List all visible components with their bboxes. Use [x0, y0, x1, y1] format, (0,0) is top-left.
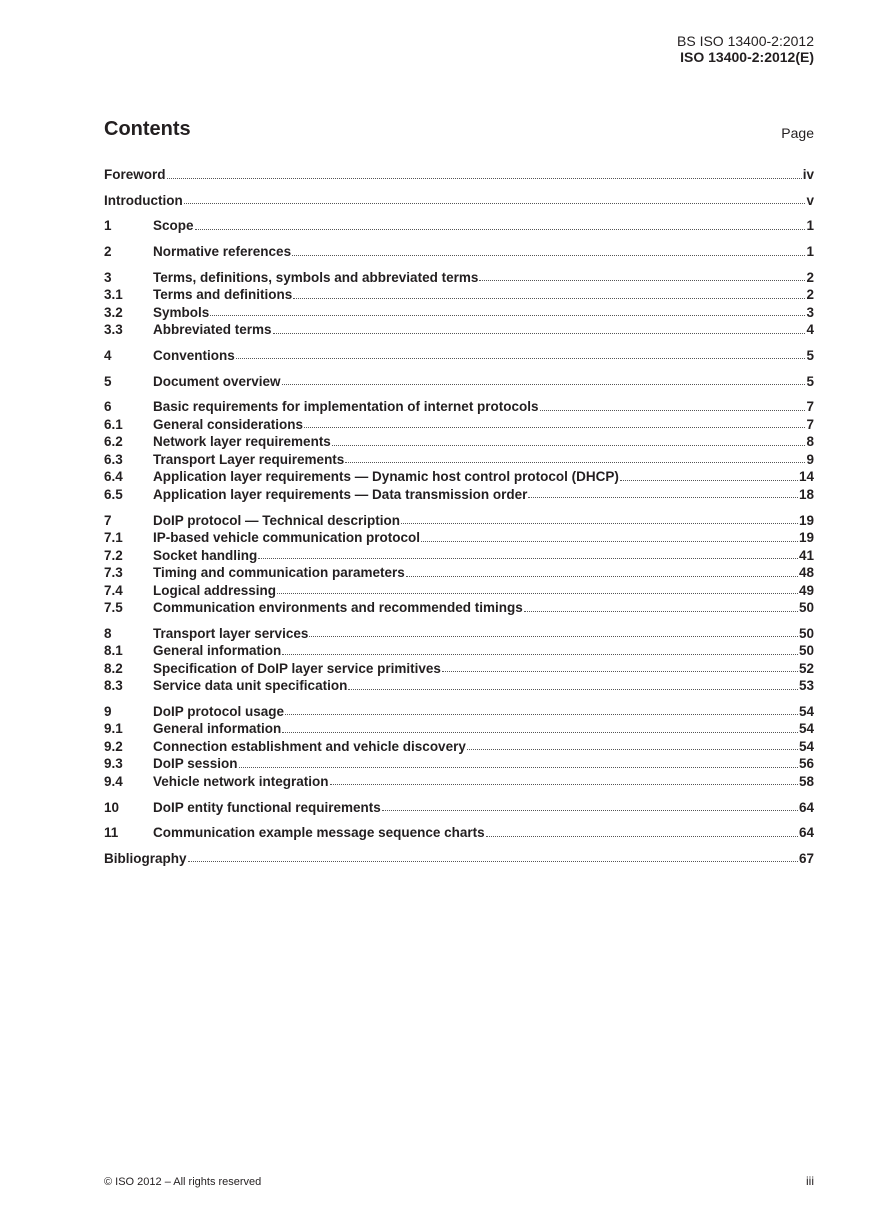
toc-entry[interactable] — [104, 269, 814, 287]
dot-leader — [282, 731, 798, 733]
toc-entry[interactable] — [104, 192, 814, 210]
toc-group — [104, 166, 814, 184]
toc-entry-page: 52 — [798, 660, 814, 676]
dot-leader — [273, 332, 806, 334]
dot-leader — [188, 860, 798, 862]
copyright-notice: © ISO 2012 – All rights reserved — [104, 1176, 262, 1188]
toc-entry-number: 7.3 — [104, 565, 123, 580]
dot-leader — [348, 688, 798, 690]
dot-leader — [309, 635, 798, 637]
toc-entry[interactable] — [104, 286, 814, 304]
toc-entry-number: 7.5 — [104, 600, 123, 615]
toc-entry[interactable] — [104, 703, 814, 721]
toc-entry-title: Connection establishment and vehicle discovery — [153, 738, 466, 754]
toc-entry[interactable] — [104, 166, 814, 184]
toc-entry-title: DoIP protocol — Technical description — [153, 512, 401, 528]
toc-entry[interactable] — [104, 642, 814, 660]
dot-leader — [239, 766, 798, 768]
toc-group — [104, 217, 814, 235]
toc-entry-title: IP-based vehicle communication protocol — [153, 530, 421, 545]
toc-entry-number: 2 — [104, 244, 112, 260]
toc-entry-page: 67 — [798, 850, 814, 866]
toc-entry-number: 3.2 — [104, 304, 123, 320]
toc-entry-title: Conventions — [153, 347, 235, 363]
toc-group — [104, 192, 814, 210]
dot-leader — [304, 426, 805, 428]
toc-entry-number: 11 — [104, 825, 119, 841]
dot-leader — [184, 202, 806, 204]
toc-entry-page: 50 — [798, 600, 814, 615]
dot-leader — [277, 592, 798, 594]
toc-entry-number: 3.3 — [104, 322, 123, 338]
toc-entry-page: iv — [802, 167, 814, 182]
toc-entry-page: 56 — [798, 756, 814, 772]
toc-entry-title: DoIP protocol usage — [153, 703, 285, 719]
toc-entry-number: 6.5 — [104, 486, 123, 502]
toc-entry[interactable] — [104, 304, 814, 322]
toc-group — [104, 243, 814, 261]
toc-entry-page: 54 — [798, 721, 814, 737]
toc-entry[interactable] — [104, 582, 814, 600]
dot-leader — [195, 228, 806, 230]
toc-entry-title: Communication environments and recommended timings — [153, 600, 523, 615]
toc-entry[interactable] — [104, 398, 814, 416]
toc-entry-title: DoIP session — [153, 756, 238, 772]
toc-entry-page: 54 — [798, 738, 814, 754]
toc-entry-title: Scope — [153, 218, 194, 234]
page-column-label: Page — [781, 125, 814, 141]
toc-entry-page: 54 — [798, 703, 814, 719]
toc-entry-page: 50 — [798, 643, 814, 659]
toc-entry-title: Network layer requirements — [153, 434, 331, 450]
toc-entry-number: 7 — [104, 512, 112, 528]
toc-entry[interactable] — [104, 799, 814, 817]
toc-entry-page: 48 — [798, 565, 814, 580]
toc-entry-number: 9 — [104, 703, 112, 719]
toc-entry-title: Transport layer services — [153, 625, 309, 641]
toc-entry-page: 1 — [806, 244, 814, 260]
toc-entry-number: 8.1 — [104, 643, 123, 659]
toc-entry[interactable] — [104, 433, 814, 451]
dot-leader — [421, 540, 798, 542]
toc-entry-page: v — [806, 192, 814, 208]
dot-leader — [330, 783, 798, 785]
dot-leader — [406, 575, 798, 577]
toc-entry-page: 9 — [806, 451, 814, 467]
table-of-contents — [104, 166, 814, 876]
toc-entry-title: Terms and definitions — [153, 287, 293, 303]
dot-leader — [442, 670, 798, 672]
toc-group — [104, 398, 814, 503]
toc-entry-title: Specification of DoIP layer service primitives — [153, 660, 441, 676]
toc-entry-number: 4 — [104, 347, 112, 363]
toc-entry[interactable] — [104, 720, 814, 738]
toc-entry[interactable] — [104, 824, 814, 842]
toc-entry[interactable] — [104, 373, 814, 391]
toc-entry-title: Document overview — [153, 373, 281, 389]
toc-entry[interactable] — [104, 486, 814, 504]
toc-entry-page: 64 — [798, 799, 814, 815]
toc-entry[interactable] — [104, 677, 814, 695]
toc-entry[interactable] — [104, 547, 814, 565]
page-title: Contents — [104, 118, 191, 140]
page-number: iii — [806, 1174, 814, 1188]
toc-entry-number: 1 — [104, 218, 112, 234]
toc-entry-number: 6.2 — [104, 434, 123, 450]
toc-entry-title: Application layer requirements — Dynamic host control protocol (DHCP) — [153, 469, 619, 485]
dot-leader — [401, 522, 798, 524]
toc-entry-title: Introduction — [104, 192, 183, 208]
toc-entry[interactable] — [104, 243, 814, 261]
toc-entry-page: 50 — [798, 625, 814, 641]
toc-entry-number: 6.4 — [104, 469, 123, 485]
document-header — [677, 33, 814, 65]
dot-leader — [382, 809, 798, 811]
dot-leader — [285, 713, 798, 715]
toc-entry-page: 49 — [798, 582, 814, 598]
toc-entry-number: 3.1 — [104, 287, 123, 303]
dot-leader — [486, 835, 798, 837]
toc-entry-page: 2 — [806, 287, 814, 303]
toc-entry-number: 7.2 — [104, 547, 123, 563]
toc-entry-title: Terms, definitions, symbols and abbreviated terms — [153, 269, 479, 285]
toc-group — [104, 625, 814, 695]
toc-group — [104, 850, 814, 868]
toc-entry[interactable] — [104, 564, 814, 582]
toc-entry-number: 9.2 — [104, 738, 123, 754]
toc-entry[interactable] — [104, 625, 814, 643]
toc-entry-page: 58 — [798, 773, 814, 789]
toc-entry[interactable] — [104, 850, 814, 868]
toc-entry-number: 7.4 — [104, 582, 123, 598]
toc-entry[interactable] — [104, 512, 814, 530]
toc-entry-title: Socket handling — [153, 547, 258, 563]
toc-entry-number: 8 — [104, 625, 112, 641]
toc-entry-page: 5 — [806, 373, 814, 389]
toc-entry-number: 7.1 — [104, 530, 123, 545]
toc-entry-page: 8 — [806, 434, 814, 450]
toc-entry[interactable] — [104, 738, 814, 756]
toc-entry[interactable] — [104, 773, 814, 791]
toc-entry-title: Communication example message sequence charts — [153, 825, 485, 841]
toc-entry-page: 18 — [798, 486, 814, 502]
toc-entry-title: Basic requirements for implementation of internet protocols — [153, 399, 539, 415]
toc-entry-title: Foreword — [104, 167, 166, 182]
toc-entry[interactable] — [104, 416, 814, 434]
dot-leader — [467, 748, 798, 750]
toc-entry[interactable] — [104, 347, 814, 365]
toc-entry-page: 14 — [798, 469, 814, 485]
toc-entry-page: 3 — [806, 304, 814, 320]
toc-group — [104, 799, 814, 817]
toc-entry-page: 7 — [806, 399, 814, 415]
toc-entry-title: General information — [153, 721, 282, 737]
toc-entry-number: 5 — [104, 373, 112, 389]
dot-leader — [540, 409, 806, 411]
dot-leader — [292, 254, 805, 256]
toc-entry-page: 7 — [806, 416, 814, 432]
toc-entry-title: Logical addressing — [153, 582, 277, 598]
toc-group — [104, 373, 814, 391]
toc-entry-title: General information — [153, 643, 282, 659]
toc-entry-number: 6.3 — [104, 451, 123, 467]
toc-entry-page: 53 — [798, 678, 814, 694]
dot-leader — [620, 479, 798, 481]
toc-entry-number: 9.1 — [104, 721, 123, 737]
toc-entry-title: Normative references — [153, 244, 292, 260]
toc-entry-number: 6 — [104, 399, 112, 415]
toc-group — [104, 512, 814, 617]
toc-entry-number: 9.4 — [104, 773, 123, 789]
toc-entry-page: 19 — [798, 530, 814, 545]
dot-leader — [528, 496, 798, 498]
toc-entry-page: 19 — [798, 512, 814, 528]
dot-leader — [345, 461, 805, 463]
toc-entry[interactable] — [104, 468, 814, 486]
toc-entry-title: Bibliography — [104, 850, 187, 866]
toc-entry-title: Transport Layer requirements — [153, 451, 345, 467]
toc-entry-title: Vehicle network integration — [153, 773, 329, 789]
toc-entry-number: 8.3 — [104, 678, 123, 694]
toc-entry-page: 64 — [798, 825, 814, 841]
toc-entry-title: Abbreviated terms — [153, 322, 272, 338]
toc-entry-page: 1 — [806, 218, 814, 234]
dot-leader — [210, 314, 805, 316]
toc-entry-page: 4 — [806, 322, 814, 338]
toc-entry-number: 6.1 — [104, 416, 123, 432]
toc-entry[interactable] — [104, 217, 814, 235]
toc-entry-title: DoIP entity functional requirements — [153, 799, 381, 815]
dot-leader — [282, 653, 798, 655]
toc-group — [104, 347, 814, 365]
header-line-2: ISO 13400-2:2012(E) — [680, 49, 814, 65]
toc-entry-title: Application layer requirements — Data transmission order — [153, 486, 528, 502]
toc-entry-number: 3 — [104, 269, 112, 285]
toc-entry-page: 2 — [806, 269, 814, 285]
toc-entry-title: General considerations — [153, 416, 304, 432]
dot-leader — [479, 279, 805, 281]
toc-entry-title: Timing and communication parameters — [153, 565, 405, 580]
dot-leader — [236, 357, 806, 359]
toc-group — [104, 703, 814, 791]
toc-entry-title: Service data unit specification — [153, 678, 348, 694]
toc-entry-title: Symbols — [153, 304, 210, 320]
toc-entry[interactable] — [104, 755, 814, 773]
toc-entry[interactable] — [104, 660, 814, 678]
toc-group — [104, 269, 814, 339]
toc-entry-number: 8.2 — [104, 660, 123, 676]
dot-leader — [258, 557, 798, 559]
dot-leader — [293, 297, 805, 299]
toc-entry-page: 41 — [798, 547, 814, 563]
dot-leader — [524, 610, 798, 612]
toc-entry-number: 10 — [104, 799, 120, 815]
toc-group — [104, 824, 814, 842]
toc-entry[interactable] — [104, 321, 814, 339]
toc-entry[interactable] — [104, 529, 814, 547]
header-line-1: BS ISO 13400-2:2012 — [677, 33, 814, 49]
toc-entry[interactable] — [104, 451, 814, 469]
dot-leader — [332, 444, 806, 446]
toc-entry-number: 9.3 — [104, 756, 123, 772]
dot-leader — [282, 383, 806, 385]
toc-entry[interactable] — [104, 599, 814, 617]
toc-entry-page: 5 — [806, 347, 814, 363]
dot-leader — [167, 177, 802, 179]
